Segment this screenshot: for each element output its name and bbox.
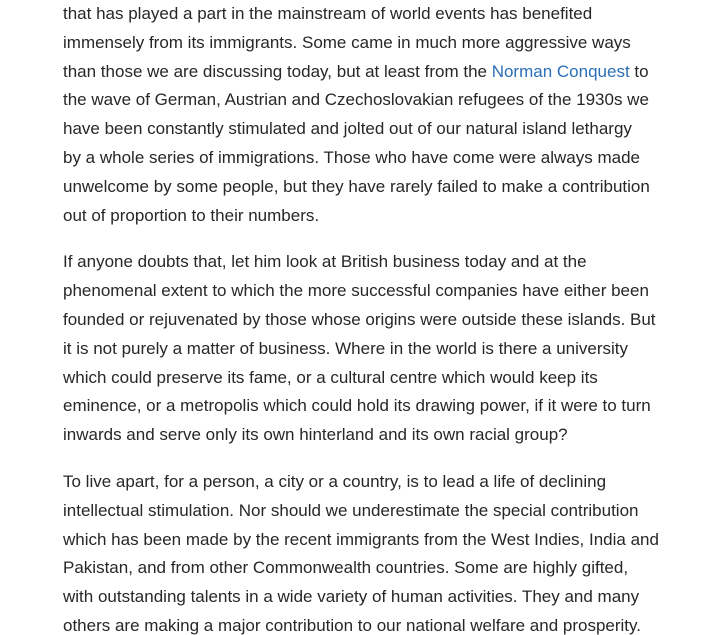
text-line: unwelcome by some people, but they have rarely failed to make a contribution (63, 176, 650, 196)
text-line: phenomenal extent to which the more successful companies have either been (63, 281, 649, 301)
text-line: intellectual stimulation. Nor should we underestimate the special contribution (63, 500, 639, 520)
text-line: that has played a part in the mainstream of world events has benefited (63, 4, 593, 23)
text-line: founded or rejuvenated by those whose origins were outside these islands. But (63, 309, 656, 329)
text-line-with-link (63, 58, 683, 87)
text-line: eminence, or a metropolis which could hold its drawing power, if it were to turn (63, 396, 651, 416)
text-line: with outstanding talents in a wide variety of human activities. They and many (63, 587, 640, 607)
text-line: others are making a major contribution to our national welfare and prosperity. (63, 615, 641, 635)
text-line: out of proportion to their numbers. (63, 205, 320, 225)
text-line: which has been made by the recent immigrants from the West Indies, India and (63, 529, 659, 549)
paragraph-3 (63, 468, 683, 635)
text-line: it is not purely a matter of business. Where in the world is there a university (63, 338, 629, 358)
text-fragment: than those we are discussing today, but at least from the (63, 61, 492, 81)
text-fragment: to (629, 61, 649, 81)
text-line: the wave of German, Austrian and Czechoslovakian refugees of the 1930s we (63, 90, 649, 110)
text-line: If anyone doubts that, let him look at British business today and at the (63, 252, 587, 272)
article-body (63, 0, 683, 635)
paragraph-2 (63, 248, 683, 450)
paragraph-1 (63, 0, 683, 230)
text-line: have been constantly stimulated and jolted out of our natural island lethargy (63, 119, 632, 139)
text-line: which could preserve its fame, or a cultural centre which would keep its (63, 367, 598, 387)
text-line: by a whole series of immigrations. Those who have come were always made (63, 147, 641, 167)
text-line: To live apart, for a person, a city or a country, is to lead a life of declining (63, 471, 607, 491)
text-line: immensely from its immigrants. Some came in much more aggressive ways (63, 32, 631, 52)
norman-conquest-link[interactable]: Norman Conquest (491, 61, 630, 81)
text-line: inwards and serve only its own hinterland and its own racial group? (63, 425, 568, 445)
text-line: Pakistan, and from other Commonwealth countries. Some are highly gifted, (63, 558, 629, 578)
